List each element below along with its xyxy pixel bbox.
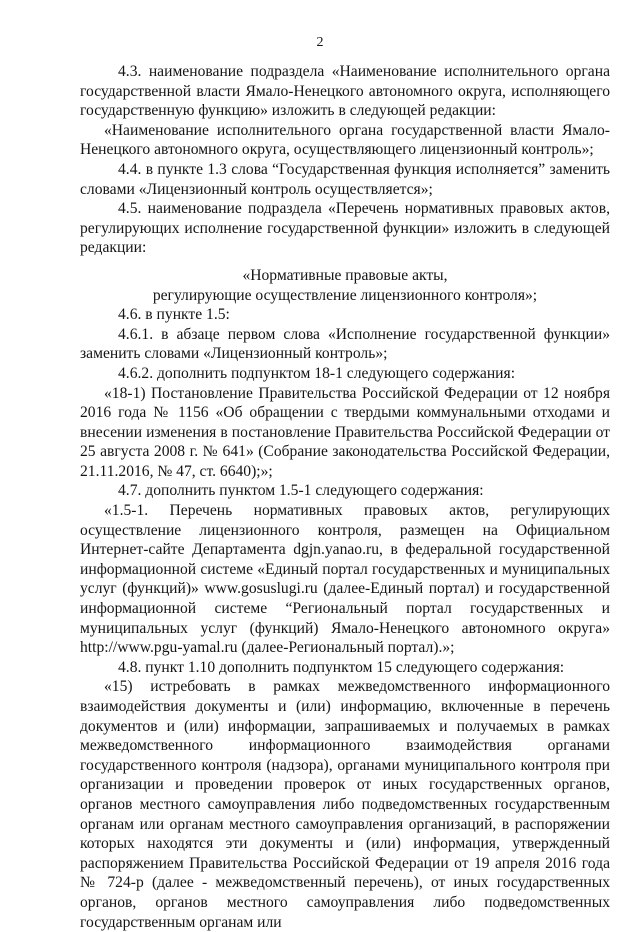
paragraph-18-1: «18-1) Постановление Правительства Российской Федерации от 12 ноября 2016 года № 1156 «Об обращении с твердыми коммунальными отходами и внесении изменения в постановление Правительства Российской Федерации от 25 августа 2008 г. № 641» (Собрание законодательства Российской Федерации, 21.11.2016, № 47, ст. 6640);»; [80, 384, 610, 480]
document-body [80, 62, 610, 932]
paragraph-15: «15) истребовать в рамках межведомственного информационного взаимодействия документы и (или) информацию, включенные в перечень документов и (или) информации, запрашиваемых и получаемых в рамках межведомственного информационного взаимодействия органами государственного контроля (надзора), органами муниципального контроля при организации и проведении проверок от иных государственных органов, органов местного самоуправления либо подведомственных государственным органам или органам местного самоуправления организаций, в распоряжении которых находятся эти документы и (или) информация, утвержденный распоряжением Правительства Российской Федерации от 19 апреля 2016 года № 724-р (далее - межведомственный перечень), от иных государственных органов, органов местного самоуправления либо подведомственных государственным органам или [80, 678, 610, 931]
paragraph-4-6: 4.6. в пункте 1.5: [118, 306, 230, 324]
paragraph-4-3: 4.3. наименование подраздела «Наименование исполнительного органа государственной власти Ямало-Ненецкого автономного округа, исполняющего государственную функцию» изложить в следующей редакции: [80, 63, 610, 120]
paragraph-4-5: 4.5. наименование подраздела «Перечень нормативных правовых актов, регулирующих исполнение государственной функции» изложить в следующей редакции: [80, 200, 610, 257]
paragraph-4-3-quote: «Наименование исполнительного органа государственной власти Ямало-Ненецкого автономного округа, осуществляющего лицензионный контроль»; [80, 121, 610, 159]
heading-quote-line-1: «Нормативные правовые акты, [242, 266, 448, 284]
paragraph-4-4: 4.4. в пункте 1.3 слова “Государственная функция исполняется” заменить словами «Лицензионный контроль осуществляется»; [80, 160, 610, 198]
paragraph-4-6-2: 4.6.2. дополнить подпунктом 18-1 следующего содержания: [118, 364, 516, 382]
heading-quote-line-2: регулирующие осуществление лицензионного контроля»; [152, 286, 538, 304]
paragraph-4-6-1: 4.6.1. в абзаце первом слова «Исполнение государственной функции» заменить словами «Лицензионный контроль»; [80, 325, 610, 363]
paragraph-4-7: 4.7. дополнить пунктом 1.5-1 следующего содержания: [118, 482, 484, 500]
page-number: 2 [316, 35, 324, 50]
paragraph-1-5-1: «1.5-1. Перечень нормативных правовых актов, регулирующих осуществление лицензионного контроля, размещен на Официальном Интернет-сайте Департамента dgjn.yanao.ru, в федеральной государственной информационной системе «Единый портал государственных и муниципальных услуг (функций)» www.gosuslugi.ru (далее-Единый портал) и государственной информационной системе “Региональный портал государственных и муниципальных услуг (функций) Ямало-Ненецкого автономного округа» http://www.pgu-yamal.ru (далее-Региональный портал).»; [80, 502, 610, 657]
paragraph-4-8: 4.8. пункт 1.10 дополнить подпунктом 15 следующего содержания: [118, 658, 565, 676]
